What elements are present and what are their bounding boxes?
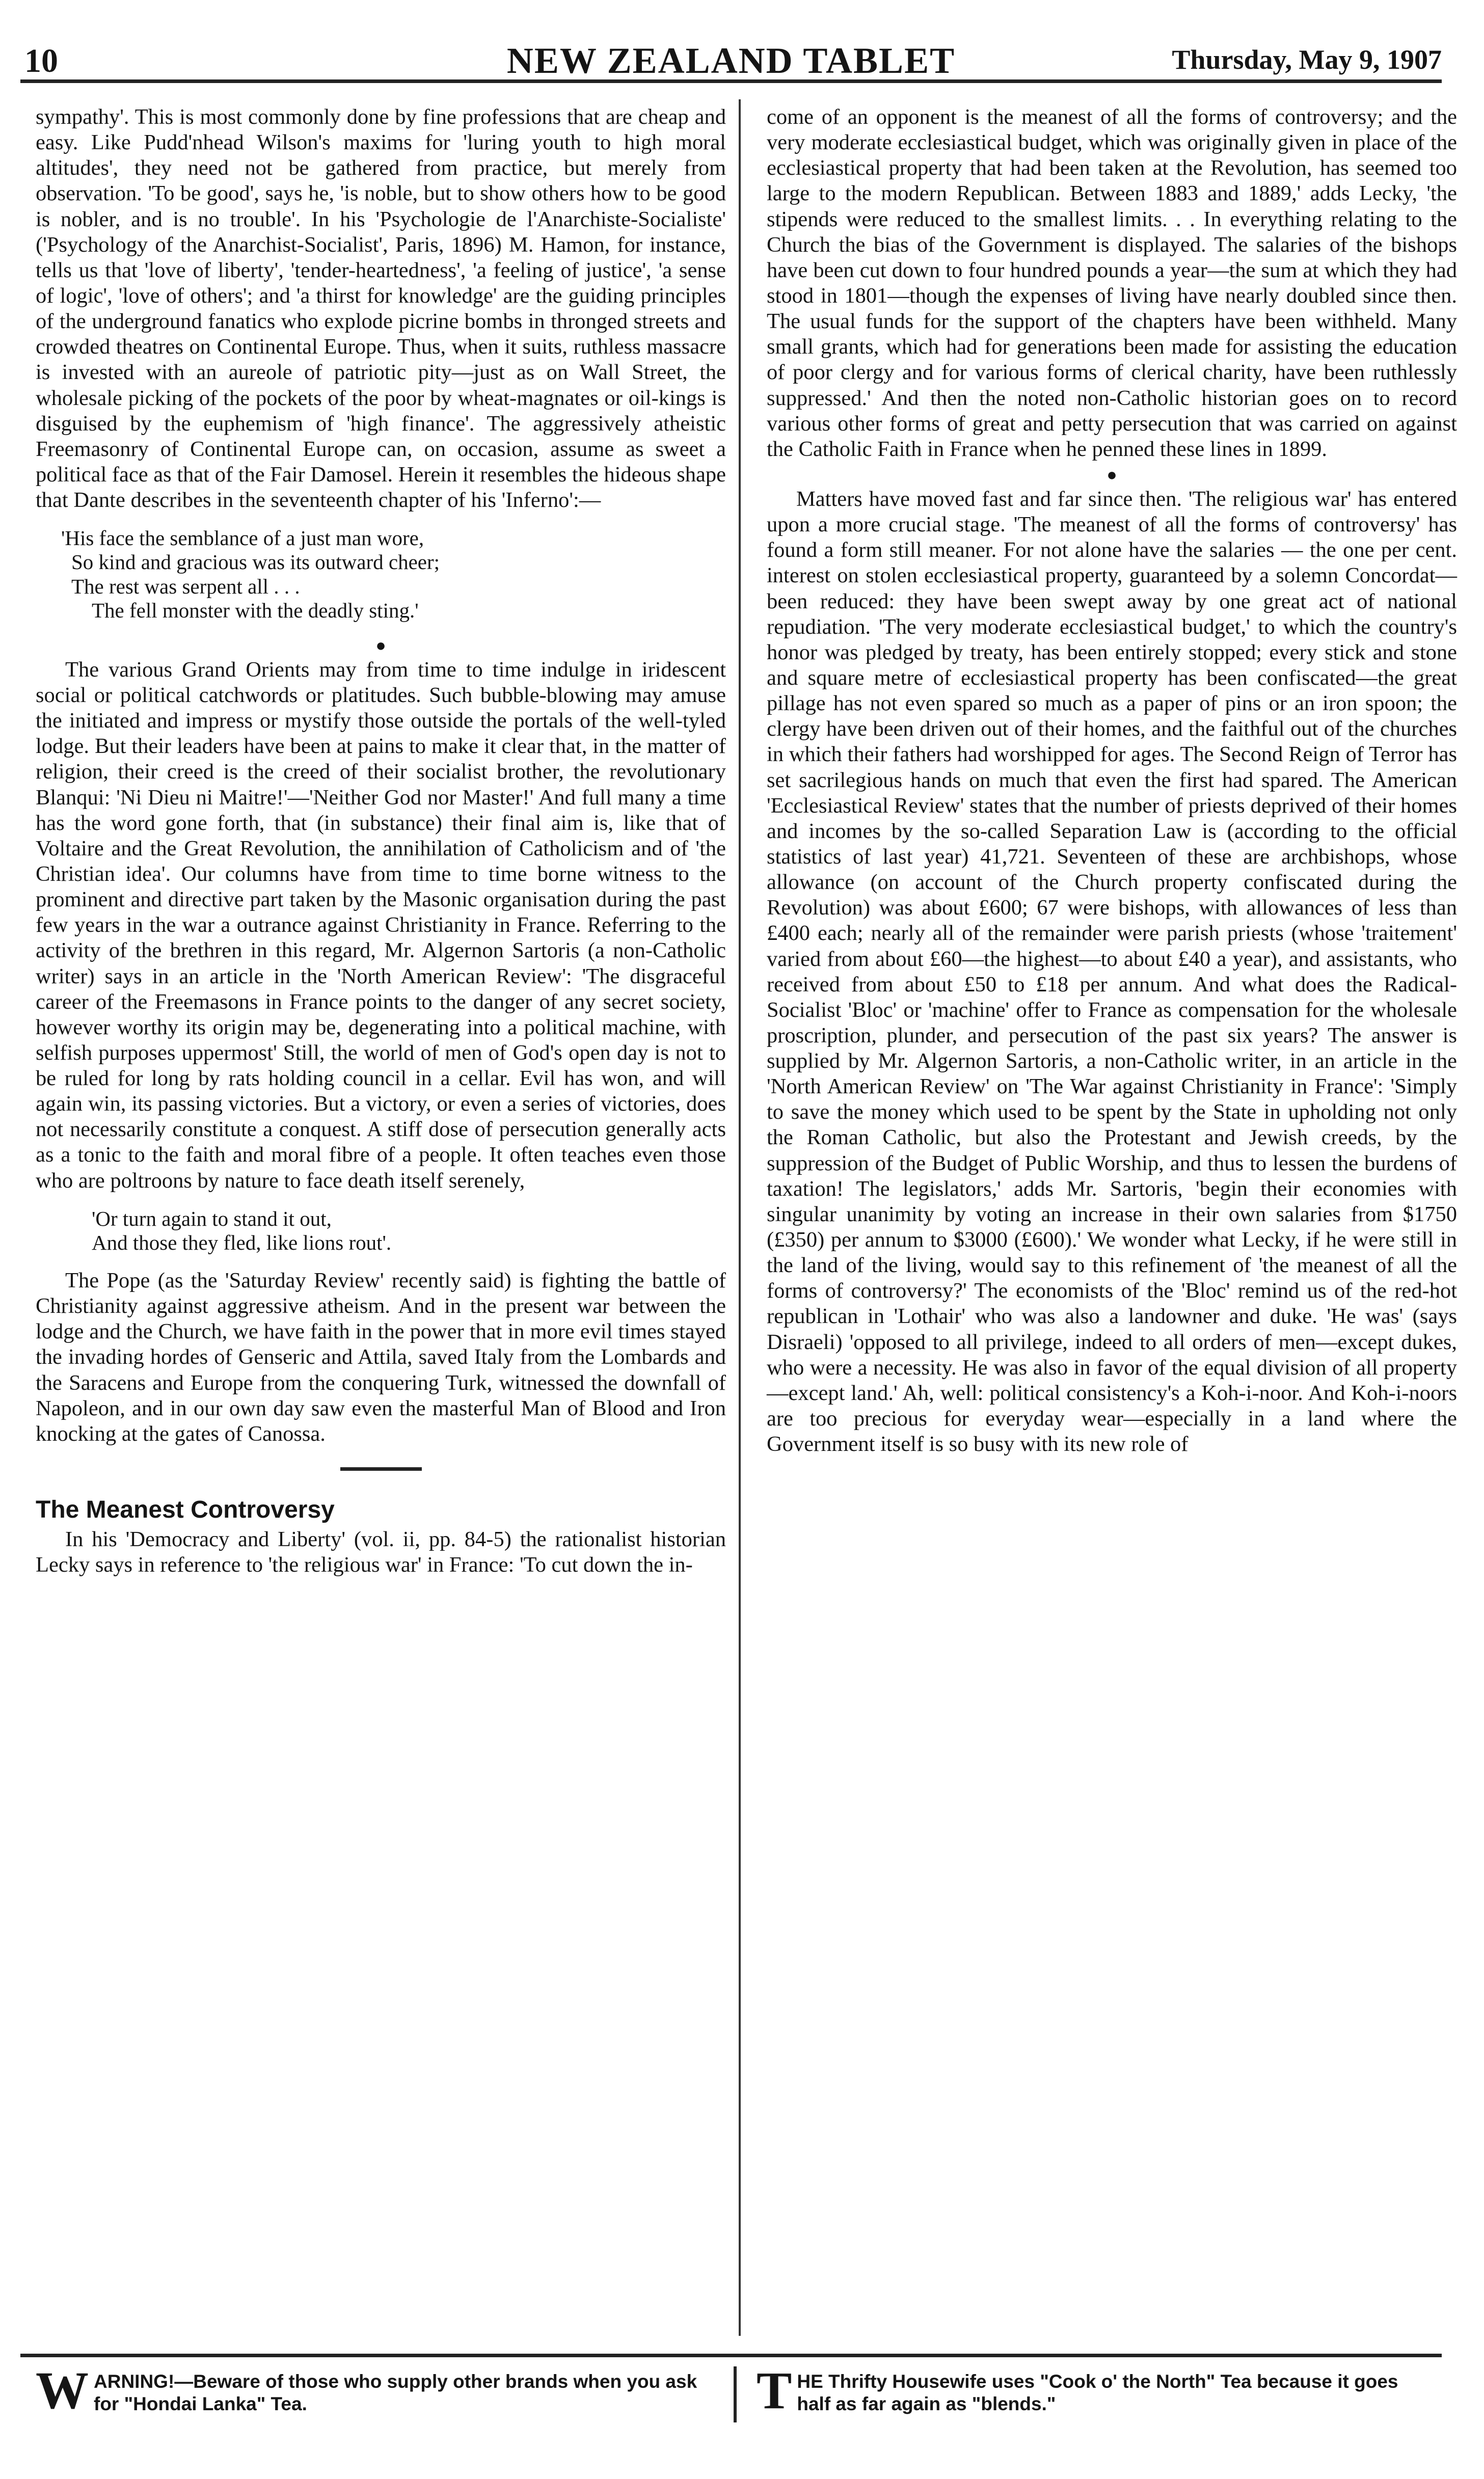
drop-cap: W xyxy=(36,2361,89,2420)
verse-line: 'Or turn again to stand it out, xyxy=(92,1206,332,1230)
footer-divider xyxy=(734,2366,737,2422)
section-divider xyxy=(340,1467,422,1471)
right-column xyxy=(767,104,1457,1457)
footer-ad-text: ARNING!—Beware of those who supply other brands when you ask for "Hondai Lanka" Tea. xyxy=(94,2371,697,2415)
column-divider xyxy=(739,99,741,2336)
left-paragraph-4: In his 'Democracy and Liberty' (vol. ii, pp. 84-5) the rationalist historian Lecky says in reference to 'the religious war' in France: 'To cut down the in- xyxy=(36,1527,726,1577)
verse-line: The fell monster with the deadly sting.' xyxy=(92,598,419,622)
dante-verse xyxy=(36,526,726,623)
section-ornament: ● xyxy=(375,636,386,655)
verse-line: 'His face the semblance of a just man wore, xyxy=(61,526,424,550)
verse-line: The rest was serpent all . . . xyxy=(71,574,300,598)
right-paragraph-2: Matters have moved fast and far since then. 'The religious war' has entered upon a more crucial stage. 'The meanest of all the forms of controversy' has found a form still meaner. For not alone have the salaries — the one per cent. interest on stolen ecclesiastical property, guaranteed by a solemn Concordat—been reduced: they have been swept away by one great act of national repudiation. 'The very moderate ecclesiastical budget,' to which the country's honor was pledged by treaty, has been entirely stopped; every stick and stone and square metre of ecclesiastical property has been confiscated—the great pillage has not even spared so much as a paper of pins or an iron spoon; the clergy have been driven out of their homes, and the faithful out of the churches in which their fathers had worshipped for ages. The Second Reign of Terror has set sacrilegious hands on much that even the first had spared. The American 'Ecclesiastical Review' states that the number of priests deprived of their homes and incomes by the so-called Separation Law is (according to the official statistics of last year) 41,721. Seventeen of these are archbishops, whose allowance (on account of the Church property confiscated during the Revolution) was about £600; 67 were bishops, with allowances of less than £400 each; nearly all of the remainder were parish priests (whose 'traitement' varied from about £60—the highest—to about £40 a year), and assistants, who received from about £50 to £18 per annum. And what does the Radical-Socialist 'Bloc' or 'machine' offer to France as compensation for the wholesale proscription, plunder, and persecution of the past six years? The answer is supplied by Mr. Algernon Sartoris, a non-Catholic writer, in an article in the 'North American Review' on 'The War against Christianity in France': 'Simply to save the money which used to be spent by the State in upholding not only the Roman Catholic, but also the Protestant and Jewish creeds, by the suppression of the Budget of Public Worship, and thus to lessen the burdens of taxation! The legislators,' adds Mr. Sartoris, 'begin their economies with singular unanimity by voting an increase in their own salaries from $1750 (£350) per annum to $3000 (£600).' We wonder what Lecky, if he were still in the land of the living, would say to this refinement of 'the meanest of all the forms of controversy?' The economists of the 'Bloc' remind us of the red-hot republican in 'Lothair' who was also a landowner and duke. 'He was' (says Disraeli) 'opposed to all privilege, indeed to all orders of men—except dukes, who were a necessity. He was also in favor of the equal division of all property—except land.' Ah, well: political consistency's a Koh-i-noor. And Koh-i-noors are too precious for everyday wear—especially in a land where the Government itself is so busy with its new role of xyxy=(767,487,1457,1457)
footer-ad-text: HE Thrifty Housewife uses "Cook o' the North" Tea because it goes half as far again as "blends." xyxy=(797,2371,1398,2415)
footer-ad-left xyxy=(36,2361,713,2420)
left-column xyxy=(36,104,726,1578)
footer-advertisements xyxy=(20,2354,1442,2434)
section-heading: The Meanest Controversy xyxy=(36,1496,335,1524)
newspaper-title: NEW ZEALAND TABLET xyxy=(506,40,956,81)
left-paragraph-3: The Pope (as the 'Saturday Review' recently said) is fighting the battle of Christianity against aggressive atheism. And in the present war between the lodge and the Church, we have faith in the power that in more evil times stayed the invading hordes of Genseric and Attila, saved Italy from the Lombards and the Saracens and Europe from the conquering Turk, witnessed the downfall of Napoleon, and in our own day saw even the masterful Man of Blood and Iron knocking at the gates of Canossa. xyxy=(36,1269,726,1446)
page-header xyxy=(20,41,1442,83)
section-ornament: ● xyxy=(1107,465,1117,484)
lions-verse xyxy=(36,1207,726,1255)
drop-cap: T xyxy=(757,2361,792,2420)
issue-date: Thursday, May 9, 1907 xyxy=(1172,44,1442,75)
verse-line: And those they fled, like lions rout'. xyxy=(92,1230,392,1254)
right-paragraph-1: come of an opponent is the meanest of all the forms of controversy; and the very moderate ecclesiastical budget, which was originally given in place of the ecclesiastical property that had been taken at the Revolution, has seemed too large to the modern Republican. Between 1883 and 1889,' adds Lecky, 'the stipends were reduced to the smallest limits. . . In everything relating to the Church the bias of the Government is displayed. The salaries of the bishops have been cut down to four hundred pounds a year—the sum at which they had stood in 1801—though the expenses of living have nearly doubled since then. The usual funds for the support of the chapters have been withheld. Many small grants, which had for generations been made for assisting the education of poor clergy and for various forms of clerical charity, have been ruthlessly suppressed.' And then the noted non-Catholic historian goes on to record various other forms of great and petty persecution that was carried on against the Catholic Faith in France when he penned these lines in 1899. xyxy=(767,105,1457,461)
left-paragraph-1: sympathy'. This is most commonly done by fine professions that are cheap and easy. Like Pudd'nhead Wilson's maxims for 'luring youth to high moral altitudes', they need not be gathered from practice, but merely from observation. 'To be good', says he, 'is noble, but to show others how to be good is nobler, and is no trouble'. In his 'Psychologie de l'Anarchiste-Socialiste' ('Psychology of the Anarchist-Socialist', Paris, 1896) M. Hamon, for instance, tells us that 'love of liberty', 'tender-heartedness', 'a feeling of justice', 'a sense of logic', 'love of others'; and 'a thirst for knowledge' are the guiding principles of the underground fanatics who explode picrine bombs in thronged streets and crowded theatres on Continental Europe. Thus, when it suits, ruthless massacre is invested with an aureole of patriotic pity—just as on Wall Street, the wholesale picking of the pockets of the poor by wheat-magnates or oil-kings is disguised by the euphemism of 'high finance'. The aggressively atheistic Freemasonry of Continental Europe can, on occasion, assume as sweet a political face as that of the Fair Damosel. Herein it resembles the hideous shape that Dante describes in the seventeenth chapter of his 'Inferno':— xyxy=(36,105,726,513)
verse-line: So kind and gracious was its outward cheer; xyxy=(71,550,440,574)
page-number: 10 xyxy=(24,42,58,79)
left-paragraph-2: The various Grand Orients may from time to time indulge in iridescent social or political catchwords or platitudes. Such bubble-blowing may amuse the initiated and impress or mystify those outside the portals of the well-tyled lodge. But their leaders have been at pains to make it clear that, in the matter of religion, their creed is the creed of their socialist brother, the revolutionary Blanqui: 'Ni Dieu ni Maitre!'—'Neither God nor Master!' And full many a time has the word gone forth, that (in substance) their final aim is, like that of Voltaire and the Great Revolution, the annihilation of Catholicism and of 'the Christian idea'. Our columns have from time to time borne witness to the prominent and directive part taken by the Masonic organisation during the past few years in the war a outrance against Christianity in France. Referring to the activity of the brethren in this regard, Mr. Algernon Sartoris (a non-Catholic writer) says in an article in the 'North American Review': 'The disgraceful career of the Freemasons in France points to the danger of any secret society, however worthy its origin may be, degenerating into a political machine, with selfish purposes uppermost' Still, the world of men of God's open day is not to be ruled for long by rats holding council in a cellar. Evil has won, and will again win, its passing victories. But a victory, or even a series of victories, does not necessarily constitute a conquest. A stiff dose of persecution generally acts as a tonic to the faith and moral fibre of a people. It often teaches even those who are poltroons by nature to face death itself serenely, xyxy=(36,657,726,1193)
footer-ad-right xyxy=(757,2361,1434,2420)
